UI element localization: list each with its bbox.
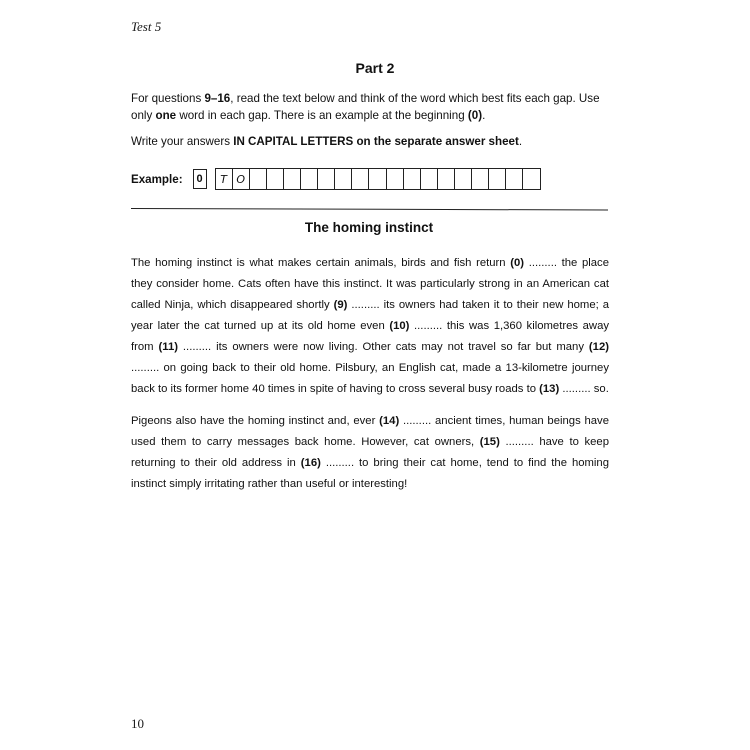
instructions <box>131 90 611 159</box>
answer-letter-box <box>352 169 369 189</box>
instr-text: , read the text below and think of the word which best fits each gap. Use only <box>131 92 600 122</box>
answer-letter-box <box>284 169 301 189</box>
answer-letter-box <box>506 169 523 189</box>
article-title: The homing instinct <box>304 220 434 235</box>
instr-example-ref: (0) <box>467 109 483 122</box>
instr-text: . <box>518 135 523 148</box>
instr-text: . <box>482 109 486 122</box>
answer-letter-box <box>472 169 489 189</box>
article-text: ......... the place they consider home. Cats often have this instinct. It was particularly strong in an American cat called Ninja, which disappeared shortly <box>131 257 609 311</box>
example-number-box: 0 <box>193 169 207 189</box>
question-range: 9–16 <box>204 92 231 105</box>
answer-letter-box <box>387 169 404 189</box>
answer-letter-box <box>489 169 506 189</box>
answer-letter-box <box>250 169 267 189</box>
gap-number: (14) <box>379 415 400 427</box>
gap-number: (13) <box>539 383 560 395</box>
article-text: ......... its owners had taken it to their new home; a year later the cat turned up at its old home even <box>131 299 610 332</box>
example-label: Example: <box>131 172 183 186</box>
gap-number: (15) <box>479 436 500 448</box>
article-text: ......... have to keep returning to their old address in <box>131 436 609 469</box>
article-text: ......... so. <box>559 383 609 395</box>
instr-text: Write your answers <box>131 135 234 148</box>
example-row <box>131 167 541 191</box>
answer-letter-box <box>318 169 335 189</box>
article-paragraph <box>131 253 609 400</box>
part-title: Part 2 <box>355 60 395 76</box>
article-paragraph <box>131 411 609 495</box>
page-number: 10 <box>131 716 144 731</box>
instructions-answer-format <box>131 133 611 150</box>
answer-letter-box <box>335 169 352 189</box>
running-title: Test 5 <box>131 19 162 34</box>
gap-number: (9) <box>333 299 348 311</box>
instr-text: For questions <box>131 92 205 105</box>
answer-letter-box: O <box>233 169 250 189</box>
answer-letter-box: T <box>216 169 233 189</box>
article-text: ......... its owners were now living. Other cats may not travel so far but many <box>178 341 589 353</box>
article-text: Pigeons also have the homing instinct and, ever <box>131 415 380 427</box>
article-text: ......... this was 1,360 kilometres away from <box>131 320 609 353</box>
example-answer-boxes <box>215 168 542 190</box>
instr-text: word in each gap. There is an example at the beginning <box>176 109 468 122</box>
article-text: The homing instinct is what makes certain animals, birds and fish return <box>131 257 511 269</box>
answer-letter-box <box>523 169 540 189</box>
answer-letter-box <box>404 169 421 189</box>
gap-number: (11) <box>158 341 178 353</box>
article-text: ......... ancient times, human beings have used them to carry messages back home. However, cat owners, <box>131 415 609 448</box>
gap-number: (16) <box>300 457 321 469</box>
gap-number: (10) <box>389 320 410 332</box>
gap-number: (0) <box>510 257 525 269</box>
answer-letter-box <box>455 169 472 189</box>
answer-letter-box <box>267 169 284 189</box>
answer-letter-box <box>438 169 455 189</box>
answer-letter-box <box>301 169 318 189</box>
answer-letter-box <box>369 169 386 189</box>
article-text: ......... on going back to their old home. Pilsbury, an English cat, made a 13-kilometre journey back to its former home 40 times in spite of having to cross several busy roads to <box>131 362 609 395</box>
instructions-gap-fill <box>131 90 611 124</box>
instr-emphasis: one <box>155 109 177 122</box>
section-divider <box>131 208 608 210</box>
article-text: ......... to bring their cat home, tend to find the homing instinct simply irritating rather than useful or interesting! <box>131 457 609 490</box>
article-body <box>131 253 609 506</box>
gap-number: (12) <box>588 341 610 353</box>
answer-letter-box <box>421 169 438 189</box>
instr-emphasis: IN CAPITAL LETTERS on the separate answer sheet <box>233 135 519 148</box>
